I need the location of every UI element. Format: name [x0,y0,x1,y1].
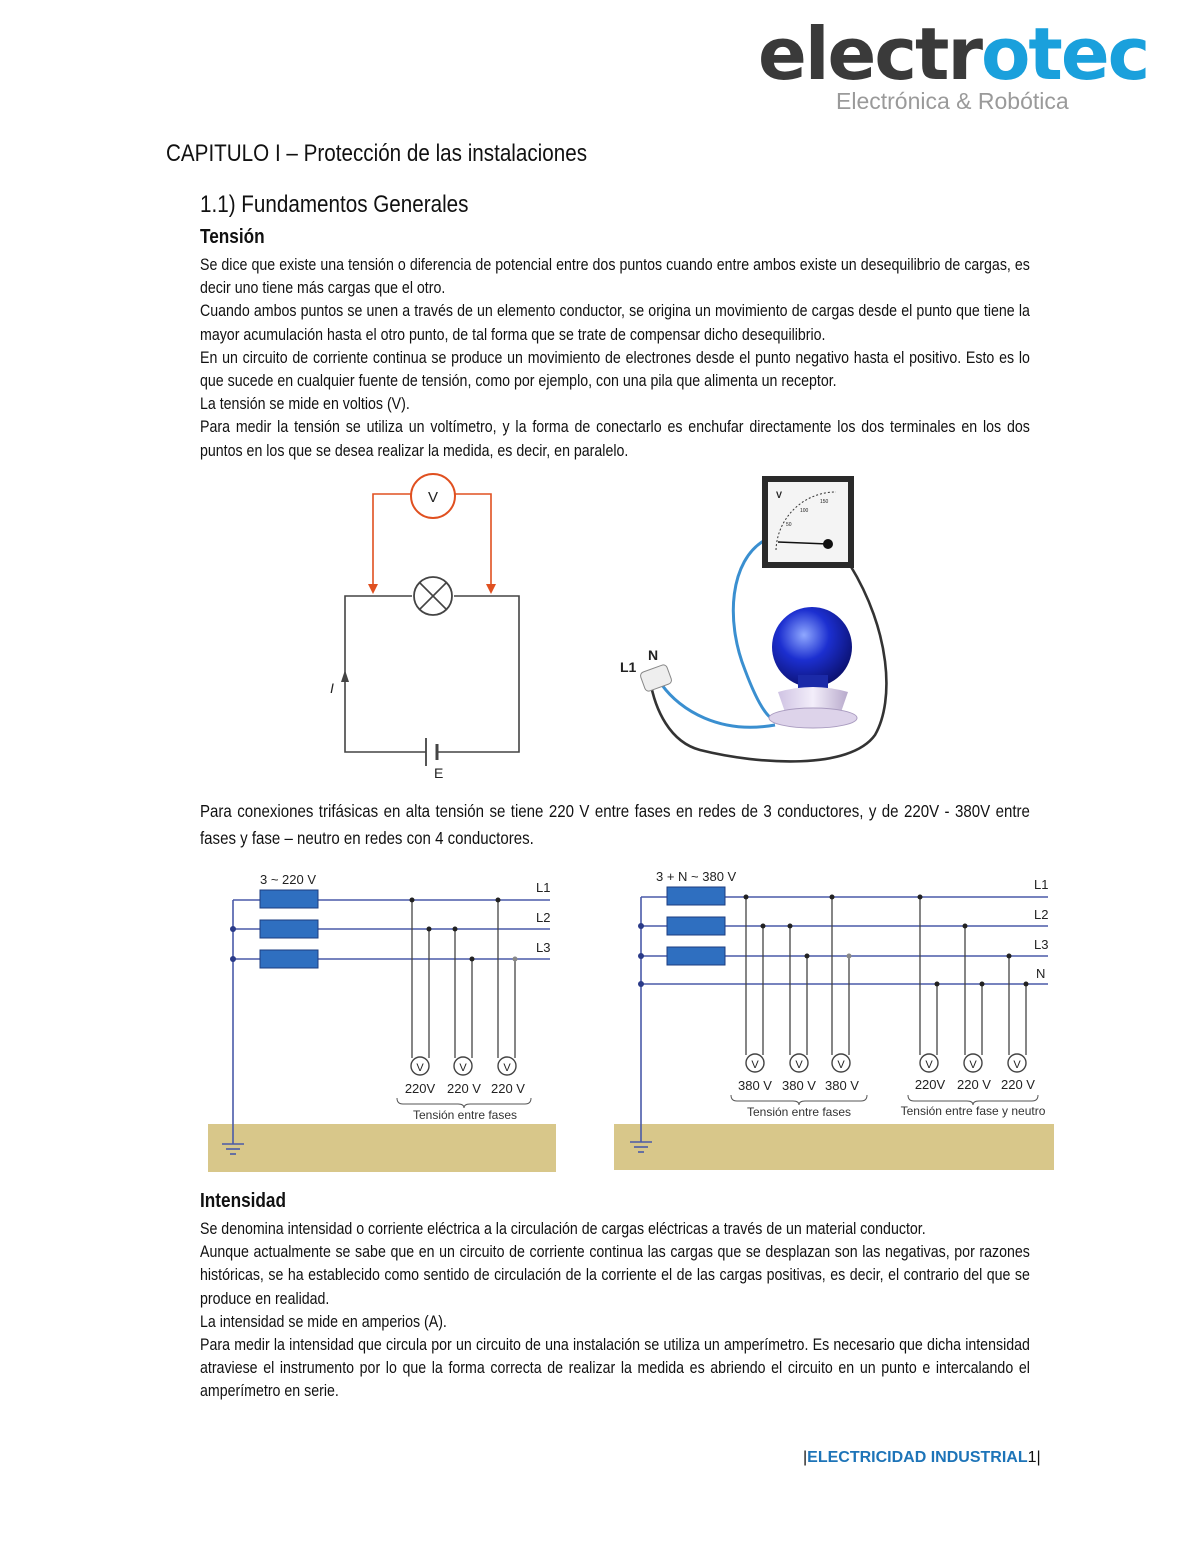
line-label-l2: L2 [536,910,551,925]
fuse-1 [260,890,318,908]
supply-label: 3 + N ~ 380 V [656,869,737,884]
terminal-l1-label: L1 [620,659,637,675]
intensidad-paragraph: Para medir la intensidad que circula por un circuito de una instalación se utiliza un amperímetro. Es necesario que dicha intensidad atraviese el instrumento por lo que la forma correcta de realizar la medida es abriendo el circuito en un punto e intercalando el amperímetro en serie. [200,1336,1030,1401]
tap-dot [1024,982,1029,987]
probe-wire-right [455,494,491,588]
source-label: E [434,765,444,781]
lamp-wire-blue [662,685,775,727]
section-title: 1.1) Fundamentos Generales [200,191,469,218]
fuse-2 [667,917,725,935]
tap-dot [918,895,923,900]
tap-dot [805,954,810,959]
tap-dot [963,924,968,929]
current-arrow [341,670,349,682]
voltmeter-lamp-illustration [610,470,910,780]
page-number: 1 [1027,1449,1037,1466]
four-wire-network-diagram [610,862,1060,1174]
tap-dot [788,924,793,929]
tap-dot [935,982,940,987]
reading-label: 220 V [447,1081,481,1096]
tap-dot [410,898,415,903]
intensidad-paragraph: La intensidad se mide en amperios (A). [200,1312,447,1331]
tap-dot [744,895,749,900]
fuse-3 [667,947,725,965]
voltmeter-icon-label: V [969,1059,977,1071]
voltmeter-icon-label: V [503,1062,511,1074]
caption-label: Tensión entre fase y neutro [900,1104,1046,1118]
voltmeter-icon-label: V [795,1059,803,1071]
footer-bar-right: | [1036,1449,1041,1466]
caption-label: Tensión entre fases [412,1108,518,1122]
trifasica-paragraph: Para conexiones trifásicas en alta tensión se tiene 220 V entre fases en redes de 3 conductores, y de 220V - 380V entre fases y fase – neutro en redes con 4 conductores. [200,801,1030,848]
junction-dot [638,923,644,929]
reading-brace [731,1095,867,1105]
line-label-l3: L3 [536,940,551,955]
tension-paragraph: Se dice que existe una tensión o diferencia de potencial entre dos puntos cuando entre ambos existe un desequilibrio de cargas, es decir uno tiene más cargas que el otro. [200,256,1030,298]
reading-label: 220V [404,1081,436,1096]
intensidad-heading: Intensidad [200,1190,287,1212]
line-label-l1: L1 [536,880,551,895]
reading-label: 220 V [1001,1077,1035,1092]
reading-brace [397,1098,531,1108]
voltmeter-label: V [427,489,439,506]
voltmeter-icon-label: V [459,1062,467,1074]
fuse-2 [260,920,318,938]
page-footer [803,1449,1041,1467]
tap-dot [470,957,475,962]
meter-wire-dark [650,565,886,761]
ground-earth [614,1124,1054,1170]
voltmeter-icon-label: V [751,1059,759,1071]
meter-scale-label: 100 [800,508,809,514]
reading-label: 220V [914,1077,946,1092]
voltmeter-icon-label: V [416,1062,424,1074]
terminal-block [639,664,672,692]
supply-label: 3 ~ 220 V [260,872,317,887]
probe-arrow-left [368,584,378,594]
voltmeter-icon-label: V [925,1059,933,1071]
tap-dot [496,898,501,903]
voltmeter-icon-label: V [837,1059,845,1071]
junction-dot [638,953,644,959]
reading-label: 380 V [738,1078,772,1093]
tap-dot [980,982,985,987]
line-label-n: N [1036,966,1046,981]
tension-paragraph: La tensión se mide en voltios (V). [200,395,410,414]
reading-label: 220 V [491,1081,525,1096]
voltmeter-icon-label: V [1013,1059,1021,1071]
reading-label: 220 V [957,1077,991,1092]
terminal-n-label: N [648,647,659,663]
tension-paragraph: En un circuito de corriente continua se produce un movimiento de electrones desde el punto negativo hasta el positivo. Esto es lo que sucede en cualquier fuente de tensión, como por ejemplo, con una pila que alimenta un receptor. [200,348,1030,391]
tension-paragraph: Para medir la tensión se utiliza un voltímetro, y la forma de conectarlo es enchufar directamente los dos terminales en los dos puntos en los que se desea realizar la medida, es decir, en paralelo. [200,418,1030,460]
tap-dot [761,924,766,929]
probe-arrow-right [486,584,496,594]
intensidad-paragraph: Aunque actualmente se sabe que en un circuito de corriente continua las cargas que se desplazan son las negativas, por razones históricas, se ha establecido como sentido de circulación de la corriente el de las cargas positivas, es decir, el contrario del que se produce en realidad. [200,1243,1030,1308]
meter-scale-label: 150 [820,499,829,505]
meter-face-label: V [776,490,783,500]
ground-earth [208,1124,556,1172]
fuse-3 [260,950,318,968]
tap-dot [1007,954,1012,959]
voltmeter-circuit-diagram [320,470,550,785]
tension-heading: Tensión [200,226,265,248]
tap-dot [427,927,432,932]
intensidad-paragraph: Se denomina intensidad o corriente eléctrica a la circulación de cargas eléctricas a través de un material conductor. [200,1220,926,1238]
fuse-1 [667,887,725,905]
line-label-l3: L3 [1034,937,1049,952]
tap-dot [847,954,852,959]
footer-label: ELECTRICIDAD INDUSTRIAL [807,1449,1028,1466]
meter-pivot [823,539,833,549]
tension-paragraph: Cuando ambos puntos se unen a través de un elemento conductor, se origina un movimiento de cargas desde el punto que tiene la mayor acumulación hasta el otro punto, de tal forma que se trate de compensar dicho desequilibrio. [200,302,1030,344]
meter-scale-label: 50 [786,522,792,528]
junction-dot [230,956,236,962]
logo-word-dark: electr [758,12,981,96]
reading-label: 380 V [825,1078,859,1093]
junction-dot [230,926,236,932]
circuit-wire-right [438,596,519,752]
logo-word-blue: otec [980,12,1149,96]
current-label: I [330,680,334,696]
tap-dot [513,957,518,962]
intensidad-body [200,1218,1030,1404]
reading-label: 380 V [782,1078,816,1093]
logo-wordmark [758,12,1149,96]
three-wire-network-diagram [200,862,560,1174]
logo-subtitle: Electrónica & Robótica [836,88,1069,114]
lamp-base-foot [769,708,857,728]
junction-dot [638,981,644,987]
line-label-l2: L2 [1034,907,1049,922]
probe-wire-left [373,494,411,588]
tension-body [200,254,1030,463]
circuit-wire-left [345,596,426,752]
chapter-title: CAPITULO I – Protección de las instalaciones [166,140,588,167]
footer-bar-left: | [803,1449,808,1466]
caption-label: Tensión entre fases [746,1105,852,1119]
line-label-l1: L1 [1034,877,1049,892]
tap-dot [453,927,458,932]
tap-dot [830,895,835,900]
